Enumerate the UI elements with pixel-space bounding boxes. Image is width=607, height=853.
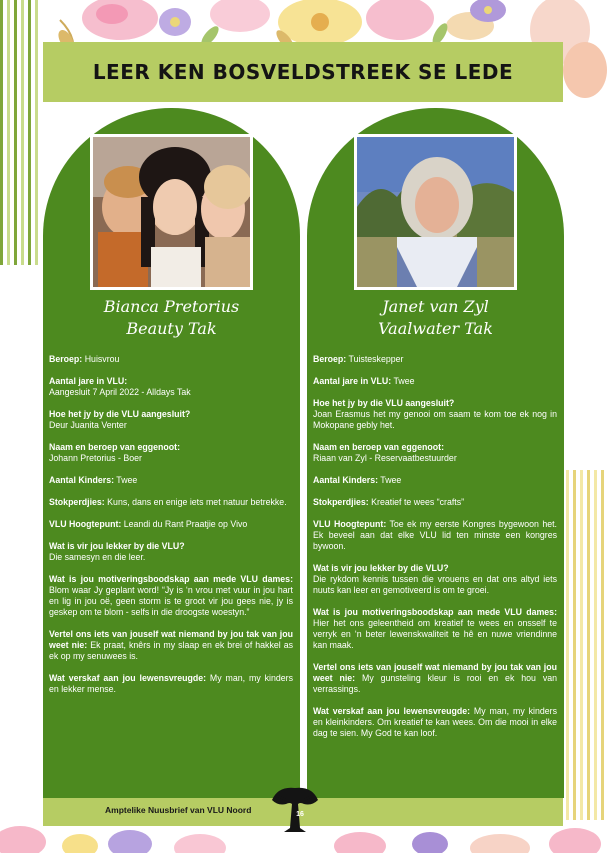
item-label: Wat is jou motiveringsboodskap aan mede VLU dames: — [49, 574, 293, 584]
item-text: Kuns, dans en enige iets met natuur betrekke. — [104, 497, 287, 507]
decorative-stripes-right — [566, 470, 607, 820]
profile-card-left — [43, 108, 300, 798]
item-label: Naam en beroep van eggenoot: — [49, 442, 180, 452]
item-text: Toe ek my eerste Kongres bygewoon het. Ek beveel aan dat elke VLU lid ten minste een kongres bywoon. — [313, 519, 557, 551]
item-label: Aantal jare in VLU: — [49, 376, 128, 386]
item-text: My gunsteling kleur is rooi en ek hou van verrassings. — [313, 673, 557, 694]
profile-details-left — [49, 354, 293, 706]
profile-item — [313, 442, 557, 464]
decorative-stripes-left — [0, 0, 40, 265]
item-text: Die rykdom kennis tussen die vrouens en dat ons altyd iets nuuts kan leer en gemotiveerd is om te groei. — [313, 574, 557, 595]
profile-item — [313, 563, 557, 596]
item-text: Twee — [114, 475, 138, 485]
item-text: Tuisteskepper — [346, 354, 404, 364]
profile-item — [49, 475, 293, 486]
item-label: Vertel ons iets van jouself wat niemand by jou tak van jou weet nie: — [49, 629, 293, 650]
page-number: 16 — [296, 811, 304, 818]
item-label: Hoe het jy by die VLU aangesluit? — [313, 398, 455, 408]
profile-item — [49, 442, 293, 464]
item-label: Aantal Kinders: — [49, 475, 115, 485]
profile-item — [313, 706, 557, 739]
item-label: Hoe het jy by die VLU aangesluit? — [49, 409, 191, 419]
member-name: Janet van Zyl — [382, 297, 489, 316]
item-text: Blom waar Jy geplant word! “Jy is ‘n vrou met vuur in jou hart en lig in jou oë, geen storm is te groot vir jou gees nie, jy is geskep om te blom - selfs in die droogste woestyn.” — [49, 585, 293, 617]
item-text: Twee — [378, 475, 402, 485]
item-text: Deur Juanita Venter — [49, 420, 127, 430]
item-text: My man, my kinders en lekker mense. — [49, 673, 293, 694]
profile-item — [313, 354, 557, 365]
item-label: Wat is vir jou lekker by die VLU? — [49, 541, 185, 551]
item-label: Wat verskaf aan jou lewensvreugde: — [313, 706, 471, 716]
footer-newsletter-title: Amptelike Nuusbrief van VLU Noord — [105, 805, 252, 815]
profile-photo-right — [354, 134, 517, 290]
item-text: Kreatief te wees “crafts” — [368, 497, 465, 507]
profile-item — [49, 376, 293, 398]
profile-item — [313, 398, 557, 431]
profile-item — [313, 475, 557, 486]
profile-item — [313, 519, 557, 552]
tree-logo-icon — [268, 784, 322, 834]
item-label: Aantal jare in VLU: — [313, 376, 392, 386]
item-label: Aantal Kinders: — [313, 475, 379, 485]
profile-card-right — [307, 108, 564, 798]
member-name-left — [43, 296, 300, 340]
profile-item — [49, 497, 293, 508]
profile-item — [49, 629, 293, 662]
profile-item — [49, 673, 293, 695]
profile-item — [313, 376, 557, 387]
item-label: Wat is jou motiveringsboodskap aan mede VLU dames: — [313, 607, 557, 617]
item-text: My man, my kinders en kleinkinders. Om kreatief te kan wees. Om die mooi in elke dag te sien. My God te kan loof. — [313, 706, 557, 738]
profile-item — [313, 607, 557, 651]
item-label: Beroep: — [49, 354, 83, 364]
item-text: Johann Pretorius - Boer — [49, 453, 142, 463]
item-text: Hier het ons geleentheid om kreatief te wees en onsself te verryk en ‘n beter lewenskwaliteit te hê en nuwe vriendinne kan maak. — [313, 618, 557, 650]
member-branch: Vaalwater Tak — [378, 319, 493, 338]
item-label: Stokperdjies: — [313, 497, 369, 507]
profile-details-right — [313, 354, 557, 750]
item-label: VLU Hoogtepunt: — [313, 519, 387, 529]
item-text: Aangesluit 7 April 2022 - Alldays Tak — [49, 387, 191, 397]
item-text: Twee — [391, 376, 415, 386]
member-name: Bianca Pretorius — [103, 297, 240, 316]
item-label: Stokperdjies: — [49, 497, 105, 507]
profile-item — [313, 662, 557, 695]
item-text: Leandi du Rant Praatjie op Vivo — [121, 519, 248, 529]
item-label: Wat is vir jou lekker by die VLU? — [313, 563, 449, 573]
item-label: VLU Hoogtepunt: — [49, 519, 122, 529]
item-label: Naam en beroep van eggenoot: — [313, 442, 444, 452]
profile-item — [313, 497, 557, 508]
profile-item — [49, 541, 293, 563]
profile-item — [49, 409, 293, 431]
item-text: Joan Erasmus het my genooi om saam te kom toe ek nog in Mokopane gebly het. — [313, 409, 557, 430]
member-branch: Beauty Tak — [126, 319, 217, 338]
member-name-right — [307, 296, 564, 340]
profile-item — [49, 519, 293, 530]
item-label: Wat verskaf aan jou lewensvreugde: — [49, 673, 207, 683]
profile-photo-left — [90, 134, 253, 290]
title-banner — [43, 42, 563, 102]
item-text: Huisvrou — [82, 354, 120, 364]
item-text: Riaan van Zyl - Reservaatbestuurder — [313, 453, 457, 463]
profile-item — [49, 574, 293, 618]
item-label: Beroep: — [313, 354, 347, 364]
profile-item — [49, 354, 293, 365]
page-title: LEER KEN BOSVELDSTREEK SE LEDE — [92, 60, 514, 84]
item-label: Vertel ons iets van jouself wat niemand by jou tak van jou weet nie: — [313, 662, 557, 683]
item-text: Die samesyn en die leer. — [49, 552, 146, 562]
item-text: Ek praat, knêrs in my slaap en ek brei of hakkel as ek op my senuwees is. — [49, 640, 294, 661]
